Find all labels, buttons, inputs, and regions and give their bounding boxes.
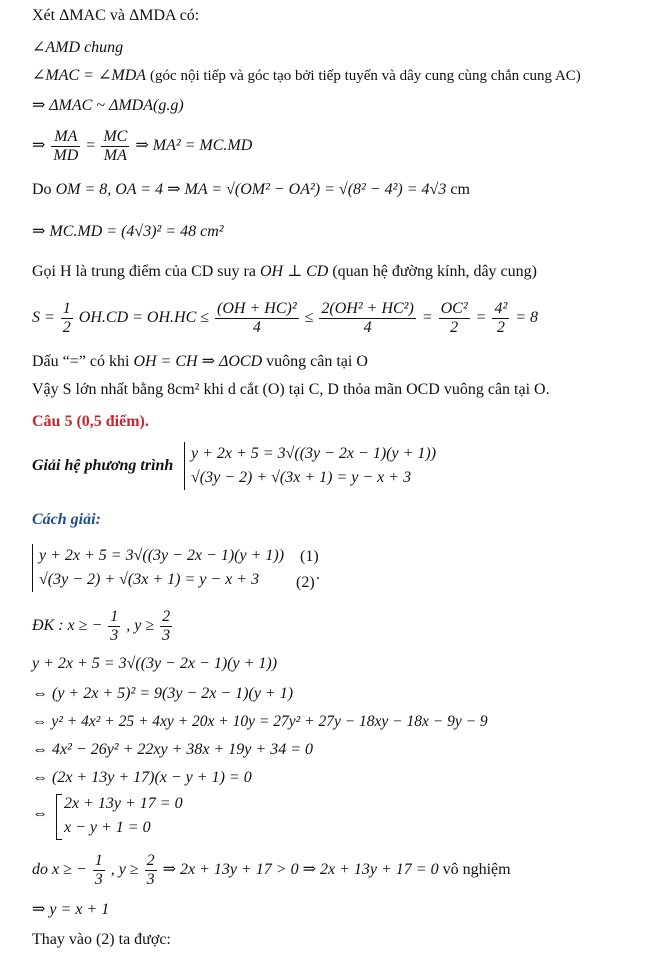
equation-row: √(3y − 2) + √(3x + 1) = y − x + 3 [39, 571, 260, 588]
math: ≤ [304, 309, 314, 326]
line-mc-md [32, 222, 648, 242]
bracket-icon [56, 794, 62, 840]
line-do-om [32, 180, 648, 200]
math: OH = CH ⇒ ΔOCD [133, 353, 263, 370]
equation-row: √(3y − 2) + √(3x + 1) = y − x + 3 [191, 469, 412, 486]
text: Xét ΔMAC và ΔMDA có: [32, 7, 200, 24]
line-expanded [32, 712, 648, 732]
fraction: $\frac{1}{2}$ [62, 299, 71, 336]
fraction: $\frac{MC}{MA}$ [103, 127, 128, 164]
equation-row: x − y + 1 = 0 [64, 819, 151, 836]
text: Cách giải: [32, 511, 101, 528]
implies-symbol: ⇒ [32, 137, 46, 154]
math: ⇔ (y + 2x + 5)² = 9(3y − 2x − 1)(y + 1) [32, 685, 294, 702]
math: = [421, 309, 433, 326]
line-goi-h [32, 262, 648, 282]
line-do-x [32, 850, 648, 890]
text: vuông cân tại O [266, 353, 368, 370]
fraction: $\frac{\text{(OH + HC)²}}{4}$ [217, 299, 297, 336]
math: ⇒ ΔMAC ~ ΔMDA(g.g) [32, 97, 184, 114]
text: Câu 5 (0,5 điểm). [32, 413, 149, 430]
line-vay-s [32, 380, 648, 400]
line-area-inequality [32, 296, 648, 340]
text: (quan hệ đường kính, dây cung) [332, 263, 537, 280]
question-5-heading [32, 412, 648, 432]
fraction: $\frac{2}{3}$ [146, 851, 155, 888]
line-angle-equal [32, 66, 648, 86]
text: Thay vào (2) ta được: [32, 931, 171, 948]
line-dau-bang [32, 352, 648, 372]
math: , y ≥ [126, 617, 155, 634]
math: ⇒ y = x + 1 [32, 901, 110, 918]
math: , y ≥ [110, 861, 139, 878]
math: ∠MAC = ∠MDA [32, 67, 147, 84]
math: ⇔ y² + 4x² + 25 + 4xy + 20x + 10y = 27y² + 27y − 18xy − 18x − 9y − 9 [32, 713, 488, 730]
text: Do [32, 181, 52, 198]
text: Giải hệ phương trình [32, 457, 174, 474]
math: ⇔ [32, 805, 48, 822]
math: OM = 8, OA = 4 ⇒ MA = √(OM² − OA²) = √(8² − 4²) = 4√3 [55, 181, 447, 198]
system-of-equations-numbered [32, 544, 284, 592]
cases-set [56, 792, 183, 840]
math: ⇒ 2x + 13y + 17 > 0 ⇒ 2x + 13y + 17 = 0 [162, 861, 439, 878]
unit: cm [450, 181, 470, 198]
text: ∠AMD chung [32, 39, 124, 56]
fraction: $\frac{MA}{MD}$ [53, 127, 79, 164]
line-simplified [32, 740, 648, 760]
equation-tag: (2) [296, 574, 315, 591]
math: y + 2x + 5 = 3√((3y − 2x − 1)(y + 1)) [32, 655, 278, 672]
line-factored [32, 768, 648, 788]
fraction: $\frac{2}{3}$ [162, 607, 171, 644]
solution-heading [32, 510, 648, 530]
text: Gọi H là trung điểm của CD suy ra [32, 263, 256, 280]
math: ⇒ MC.MD = (4√3)² = 48 cm² [32, 223, 224, 240]
line-xet [32, 6, 648, 26]
system-of-equations [184, 442, 436, 490]
equation-tag: (1) [300, 548, 319, 565]
math: ⇒ MA² = MC.MD [135, 137, 253, 154]
math: S = [32, 309, 55, 326]
math: = [475, 309, 487, 326]
equation-row: 2x + 13y + 17 = 0 [64, 795, 183, 812]
math: ⇔ 4x² − 26y² + 22xy + 38x + 19y + 34 = 0 [32, 741, 313, 758]
text: vô nghiệm [442, 861, 511, 878]
line-angle-common [32, 38, 648, 58]
equation-row: y + 2x + 5 = 3√((3y − 2x − 1)(y + 1)) [39, 547, 285, 564]
line-similar [32, 96, 648, 116]
line-thay-vao [32, 930, 648, 950]
math: ⇔ (2x + 13y + 17)(x − y + 1) = 0 [32, 769, 252, 786]
math: OH ⊥ CD [259, 263, 329, 280]
math: = 8 [515, 309, 539, 326]
line-y-eq [32, 900, 648, 920]
fraction: $\frac{1}{3}$ [94, 851, 103, 888]
line-ratio [32, 126, 648, 166]
fraction: $\frac{\text{4²}}{2}$ [494, 299, 508, 336]
math: do x ≥ − [32, 861, 87, 878]
fraction: $\frac{\text{OC²}}{2}$ [440, 299, 468, 336]
line-condition [32, 606, 648, 646]
equation-row: y + 2x + 5 = 3√((3y − 2x − 1)(y + 1)) [191, 445, 437, 462]
line-squared [32, 684, 648, 704]
line-eq1 [32, 654, 648, 674]
text: Dấu “=” có khi [32, 353, 130, 370]
text: Vậy S lớn nhất bằng 8cm² khi d cắt (O) tại C, D thỏa mãn OCD vuông cân tại O. [32, 381, 550, 398]
equals: = [86, 137, 96, 154]
fraction: $\frac{1}{3}$ [110, 607, 119, 644]
math: ĐK : x ≥ − [32, 617, 103, 634]
punctuation: . [316, 566, 320, 583]
text: (góc nội tiếp và góc tạo bởi tiếp tuyến và dây cung cùng chắn cung AC) [150, 68, 581, 84]
fraction: $\frac{\text{2(OH² + HC²)}}{4}$ [321, 299, 414, 336]
math: OH.CD = OH.HC ≤ [78, 309, 210, 326]
